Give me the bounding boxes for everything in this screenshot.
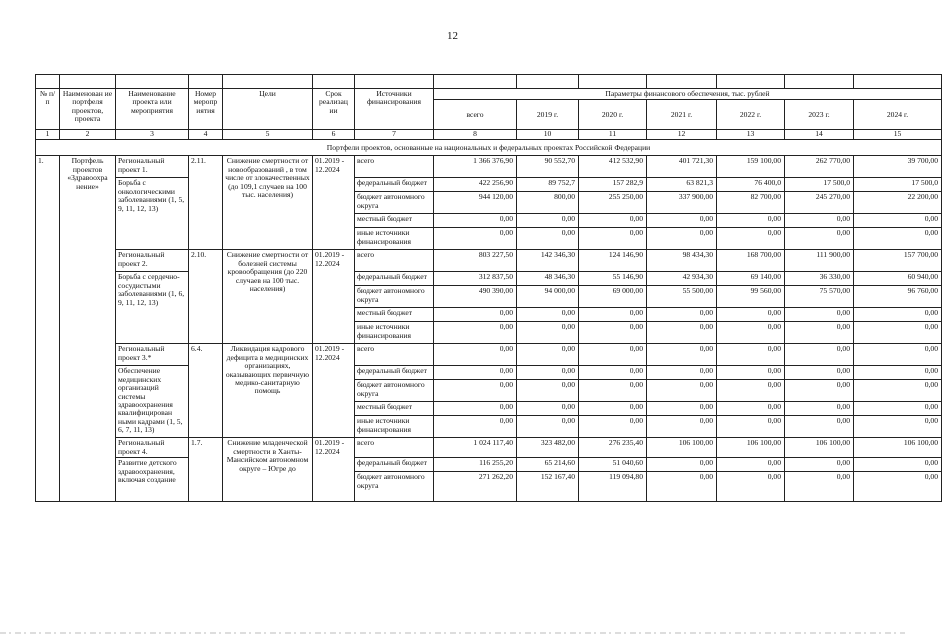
funding-value: 800,00 — [517, 192, 579, 214]
event-number: 6.4. — [189, 344, 223, 438]
funding-value: 0,00 — [434, 416, 517, 438]
header-sources: Источники финансирования — [355, 89, 434, 130]
funding-value: 96 760,00 — [854, 286, 942, 308]
funding-value: 0,00 — [434, 402, 517, 416]
table-row — [36, 272, 942, 286]
funding-value: 323 482,00 — [517, 438, 579, 458]
funding-value: 0,00 — [579, 322, 647, 344]
funding-value: 0,00 — [854, 322, 942, 344]
project-goal: Снижение младенческой смертности в Ханты-Мансийском автономном округе – Югре до — [223, 438, 313, 502]
funding-source: местный бюджет — [355, 402, 434, 416]
funding-value: 1 366 376,90 — [434, 156, 517, 178]
project-description: Борьба с онкологическими заболеваниями (1, 5, 9, 11, 12, 13) — [116, 178, 189, 250]
funding-value: 60 940,00 — [854, 272, 942, 286]
funding-value: 0,00 — [517, 308, 579, 322]
funding-value: 0,00 — [579, 416, 647, 438]
funding-value: 490 390,00 — [434, 286, 517, 308]
column-number: 6 — [313, 130, 355, 140]
funding-value: 0,00 — [579, 214, 647, 228]
funding-value: 55 146,90 — [579, 272, 647, 286]
project-description: Развитие детского здравоохранения, включая создание — [116, 458, 189, 502]
funding-value: 412 532,90 — [579, 156, 647, 178]
header-no: № п/п — [36, 89, 60, 130]
funding-source: иные источники финансирования — [355, 228, 434, 250]
funding-value: 0,00 — [854, 366, 942, 380]
header-year: 2022 г. — [717, 100, 785, 130]
table-row — [36, 156, 942, 178]
funding-value: 0,00 — [717, 214, 785, 228]
blank-header-row — [36, 75, 942, 89]
funding-value: 0,00 — [434, 308, 517, 322]
funding-value: 944 120,00 — [434, 192, 517, 214]
section-title: Портфели проектов, основанные на национальных и федеральных проектах Российской Федерации — [36, 140, 942, 156]
funding-value: 106 100,00 — [717, 438, 785, 458]
project-title: Региональный проект 1. — [116, 156, 189, 178]
project-goal: Ликвидация кадрового дефицита в медицинских организациях, оказывающих первичную медико-санитарную помощь — [223, 344, 313, 438]
funding-value: 0,00 — [517, 344, 579, 366]
funding-value: 119 094,80 — [579, 472, 647, 502]
funding-value: 106 100,00 — [785, 438, 854, 458]
project-title: Региональный проект 4. — [116, 438, 189, 458]
funding-value: 255 250,00 — [579, 192, 647, 214]
scan-edge-noise — [0, 630, 905, 636]
column-number: 11 — [579, 130, 647, 140]
funding-value: 98 434,30 — [647, 250, 717, 272]
header-event-no: Номер меропр иятия — [189, 89, 223, 130]
funding-value: 0,00 — [717, 380, 785, 402]
funding-value: 0,00 — [854, 402, 942, 416]
funding-value: 0,00 — [854, 344, 942, 366]
project-term: 01.2019 - 12.2024 — [313, 156, 355, 250]
funding-source: федеральный бюджет — [355, 458, 434, 472]
funding-value: 168 700,00 — [717, 250, 785, 272]
column-number: 12 — [647, 130, 717, 140]
funding-value: 0,00 — [517, 322, 579, 344]
header-row — [36, 89, 942, 100]
table-row — [36, 366, 942, 380]
funding-value: 0,00 — [785, 458, 854, 472]
funding-value: 42 934,30 — [647, 272, 717, 286]
funding-value: 0,00 — [785, 228, 854, 250]
header-total: всего — [434, 100, 517, 130]
funding-value: 106 100,00 — [647, 438, 717, 458]
funding-value: 0,00 — [717, 366, 785, 380]
column-numbers-row — [36, 130, 942, 140]
column-number: 15 — [854, 130, 942, 140]
funding-source: всего — [355, 344, 434, 366]
funding-value: 89 752,7 — [517, 178, 579, 192]
funding-value: 0,00 — [517, 214, 579, 228]
funding-value: 69 140,00 — [717, 272, 785, 286]
funding-value: 36 330,00 — [785, 272, 854, 286]
funding-source: федеральный бюджет — [355, 272, 434, 286]
funding-value: 0,00 — [717, 402, 785, 416]
funding-value: 65 214,60 — [517, 458, 579, 472]
funding-value: 0,00 — [854, 380, 942, 402]
table-row — [36, 344, 942, 366]
portfolio-name: Портфель проектов «Здравоохра нение» — [60, 156, 116, 502]
funding-value: 17 500,0 — [785, 178, 854, 192]
funding-value: 0,00 — [854, 228, 942, 250]
funding-source: всего — [355, 438, 434, 458]
funding-value: 0,00 — [785, 214, 854, 228]
funding-value: 401 721,30 — [647, 156, 717, 178]
funding-value: 0,00 — [647, 214, 717, 228]
funding-value: 245 270,00 — [785, 192, 854, 214]
funding-source: федеральный бюджет — [355, 366, 434, 380]
funding-value: 276 235,40 — [579, 438, 647, 458]
funding-source: всего — [355, 156, 434, 178]
funding-value: 75 570,00 — [785, 286, 854, 308]
funding-value: 0,00 — [579, 402, 647, 416]
funding-value: 0,00 — [647, 416, 717, 438]
funding-value: 0,00 — [647, 322, 717, 344]
funding-value: 0,00 — [785, 344, 854, 366]
project-goal: Снижение смертности от новообразований , в том числе от злокачественных (до 109,1 случаев на 100 тыс. населения) — [223, 156, 313, 250]
funding-value: 0,00 — [785, 322, 854, 344]
column-number: 13 — [717, 130, 785, 140]
funding-value: 63 821,3 — [647, 178, 717, 192]
funding-value: 22 200,00 — [854, 192, 942, 214]
project-description: Обеспечение медицинских организаций системы здравоохранения квалифицирован ными кадрами (1, 5, 6, 7, 11, 13) — [116, 366, 189, 438]
funding-value: 142 346,30 — [517, 250, 579, 272]
funding-value: 0,00 — [717, 472, 785, 502]
column-number: 4 — [189, 130, 223, 140]
funding-value: 0,00 — [785, 416, 854, 438]
column-number: 14 — [785, 130, 854, 140]
funding-value: 39 700,00 — [854, 156, 942, 178]
funding-value: 0,00 — [434, 322, 517, 344]
page-number: 12 — [447, 30, 458, 42]
funding-value: 111 900,00 — [785, 250, 854, 272]
funding-value: 0,00 — [854, 458, 942, 472]
section-row — [36, 140, 942, 156]
funding-value: 0,00 — [854, 308, 942, 322]
funding-value: 0,00 — [517, 380, 579, 402]
column-number: 7 — [355, 130, 434, 140]
funding-value: 0,00 — [647, 402, 717, 416]
funding-value: 271 262,20 — [434, 472, 517, 502]
funding-value: 0,00 — [717, 308, 785, 322]
event-number: 1.7. — [189, 438, 223, 502]
funding-value: 0,00 — [579, 344, 647, 366]
funding-source: всего — [355, 250, 434, 272]
funding-value: 0,00 — [785, 472, 854, 502]
funding-value: 0,00 — [434, 344, 517, 366]
funding-source: местный бюджет — [355, 308, 434, 322]
table-row — [36, 458, 942, 472]
project-term: 01.2019 - 12.2024 — [313, 438, 355, 502]
funding-value: 116 255,20 — [434, 458, 517, 472]
funding-value: 0,00 — [517, 366, 579, 380]
project-term: 01.2019 - 12.2024 — [313, 250, 355, 344]
funding-value: 99 560,00 — [717, 286, 785, 308]
funding-value: 312 837,50 — [434, 272, 517, 286]
funding-value: 69 000,00 — [579, 286, 647, 308]
funding-value: 0,00 — [785, 402, 854, 416]
funding-value: 422 256,90 — [434, 178, 517, 192]
funding-value: 0,00 — [517, 416, 579, 438]
funding-value: 0,00 — [647, 380, 717, 402]
funding-value: 0,00 — [579, 308, 647, 322]
funding-value: 106 100,00 — [854, 438, 942, 458]
header-project: Наименование проекта или мероприятия — [116, 89, 189, 130]
funding-value: 0,00 — [517, 402, 579, 416]
funding-value: 94 000,00 — [517, 286, 579, 308]
funding-value: 0,00 — [717, 344, 785, 366]
funding-value: 0,00 — [717, 458, 785, 472]
column-number: 1 — [36, 130, 60, 140]
funding-value: 0,00 — [647, 458, 717, 472]
funding-value: 0,00 — [647, 344, 717, 366]
funding-value: 152 167,40 — [517, 472, 579, 502]
funding-value: 0,00 — [854, 416, 942, 438]
funding-source: бюджет автономного округа — [355, 192, 434, 214]
column-number: 3 — [116, 130, 189, 140]
project-goal: Снижение смертности от болезней системы кровообращения (до 220 случаев на 100 тыс. населения) — [223, 250, 313, 344]
funding-value: 337 900,00 — [647, 192, 717, 214]
funding-value: 0,00 — [434, 366, 517, 380]
project-term: 01.2019 - 12.2024 — [313, 344, 355, 438]
funding-value: 51 040,60 — [579, 458, 647, 472]
funding-value: 803 227,50 — [434, 250, 517, 272]
funding-source: бюджет автономного округа — [355, 286, 434, 308]
funding-source: бюджет автономного округа — [355, 472, 434, 502]
funding-value: 159 100,00 — [717, 156, 785, 178]
funding-value: 76 400,0 — [717, 178, 785, 192]
funding-value: 17 500,0 — [854, 178, 942, 192]
funding-value: 55 500,00 — [647, 286, 717, 308]
funding-value: 0,00 — [854, 472, 942, 502]
funding-value: 0,00 — [647, 472, 717, 502]
funding-value: 0,00 — [579, 228, 647, 250]
funding-source: федеральный бюджет — [355, 178, 434, 192]
project-description: Борьба с сердечно-сосудистыми заболеваниями (1, 6, 9, 11, 12, 13) — [116, 272, 189, 344]
portfolio-number: 1. — [36, 156, 60, 502]
funding-source: иные источники финансирования — [355, 416, 434, 438]
funding-value: 0,00 — [717, 322, 785, 344]
funding-value: 0,00 — [785, 380, 854, 402]
column-number: 5 — [223, 130, 313, 140]
funding-value: 0,00 — [785, 308, 854, 322]
funding-value: 0,00 — [434, 380, 517, 402]
header-year: 2024 г. — [854, 100, 942, 130]
funding-value: 82 700,00 — [717, 192, 785, 214]
funding-value: 0,00 — [854, 214, 942, 228]
funding-value: 0,00 — [717, 228, 785, 250]
header-portfolio: Наименован ие портфеля проектов, проекта — [60, 89, 116, 130]
funding-value: 0,00 — [517, 228, 579, 250]
financing-table — [35, 74, 942, 502]
header-year: 2020 г. — [579, 100, 647, 130]
funding-value: 90 552,70 — [517, 156, 579, 178]
column-number: 10 — [517, 130, 579, 140]
header-goals: Цели — [223, 89, 313, 130]
funding-value: 0,00 — [434, 214, 517, 228]
funding-value: 0,00 — [717, 416, 785, 438]
funding-value: 157 282,9 — [579, 178, 647, 192]
event-number: 2.11. — [189, 156, 223, 250]
header-params: Параметры финансового обеспечения, тыс. рублей — [434, 89, 942, 100]
event-number: 2.10. — [189, 250, 223, 344]
funding-value: 124 146,90 — [579, 250, 647, 272]
table-row — [36, 438, 942, 458]
funding-source: иные источники финансирования — [355, 322, 434, 344]
funding-value: 0,00 — [647, 366, 717, 380]
project-title: Региональный проект 3.* — [116, 344, 189, 366]
funding-value: 0,00 — [785, 366, 854, 380]
funding-value: 48 346,30 — [517, 272, 579, 286]
table-row — [36, 178, 942, 192]
funding-value: 262 770,00 — [785, 156, 854, 178]
funding-source: бюджет автономного округа — [355, 380, 434, 402]
project-title: Региональный проект 2. — [116, 250, 189, 272]
header-year: 2019 г. — [517, 100, 579, 130]
funding-value: 1 024 117,40 — [434, 438, 517, 458]
column-number: 2 — [60, 130, 116, 140]
table-row — [36, 250, 942, 272]
funding-value: 0,00 — [647, 308, 717, 322]
funding-value: 0,00 — [579, 380, 647, 402]
header-year: 2023 г. — [785, 100, 854, 130]
funding-source: местный бюджет — [355, 214, 434, 228]
funding-value: 0,00 — [579, 366, 647, 380]
header-year: 2021 г. — [647, 100, 717, 130]
header-term: Срок реализац ии — [313, 89, 355, 130]
column-number: 8 — [434, 130, 517, 140]
funding-value: 157 700,00 — [854, 250, 942, 272]
funding-value: 0,00 — [647, 228, 717, 250]
funding-value: 0,00 — [434, 228, 517, 250]
